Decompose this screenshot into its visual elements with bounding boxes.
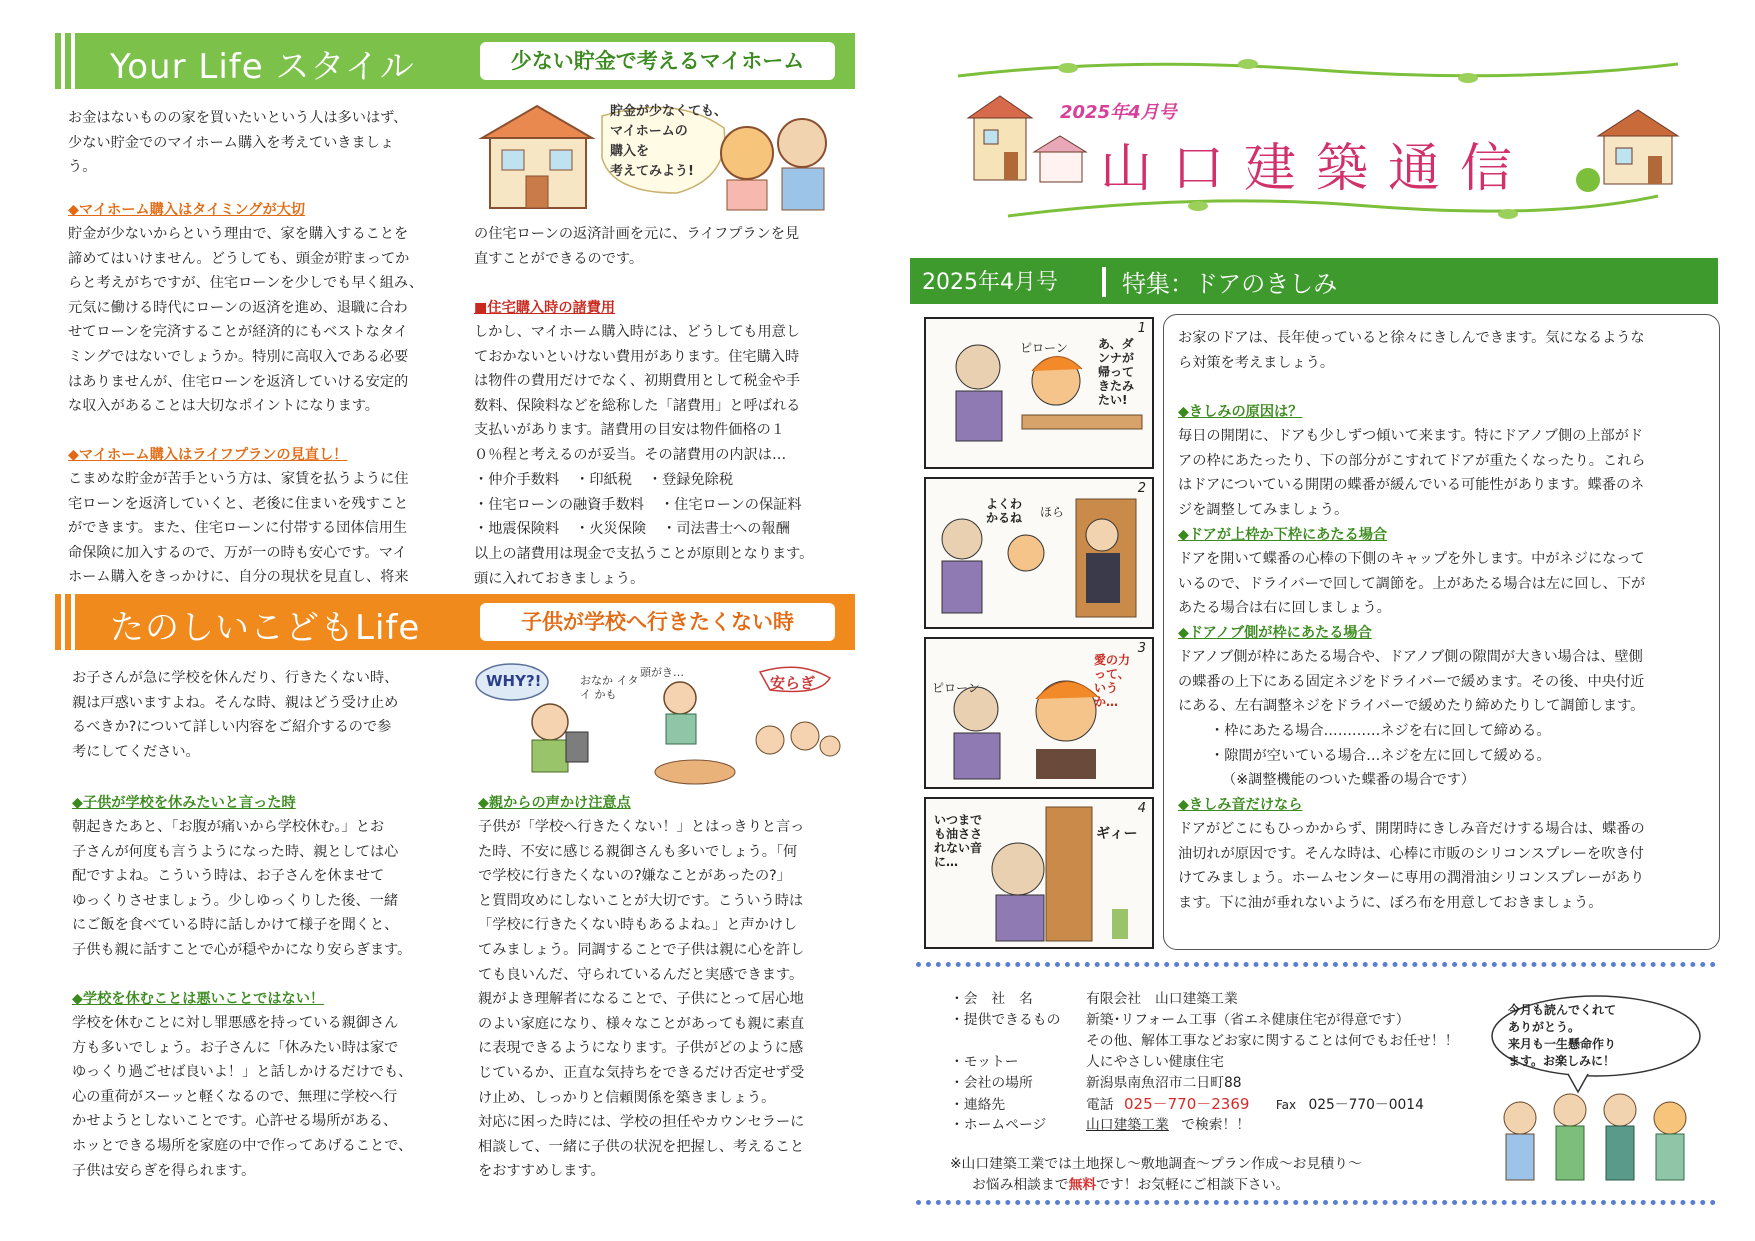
timing-body: 貯金が少ないからという理由で、家を購入することを 諦めてはいけません。どうしても、頭金が貯まってか らと考えがちですが、住宅ローンを少しでも早く組み、 元気に働ける時代にローンの返済を進め、退職に合わ せてローンを完済することが経済的にもベストなタイ ミングではないでしょうか。特別に高収入である必要 はありませんが、住宅ローンを返済していける安定的 な収入があることは大切なポイントになります。 [68, 226, 424, 415]
not-bad-heading: ◆学校を休むことは悪いことではない！ [72, 991, 325, 1007]
child-illustration [470, 660, 850, 790]
timing-heading: ◆マイホーム購入はタイミングが大切 [68, 202, 306, 218]
your-life-subtitle: 少ない貯金で考えるマイホーム [480, 42, 835, 80]
staff-bubble-text: 今月も読んでくれて ありがとう。 来月も一生懸命作り ます。お楽しみに！ [1508, 1003, 1617, 1068]
fee-item: ・住宅ローンの保証料 [659, 496, 802, 513]
lifeplan-heading: ◆マイホーム購入はライフプランの見直し！ [68, 447, 348, 463]
knob-list [1210, 719, 1710, 793]
panel-3-sfx: ピローン [932, 681, 980, 695]
phone-label: 電話 [1086, 1097, 1114, 1113]
top-bottom-body: ドアを開いて蝶番の心棒の下側のキャップを外します。中がネジになって いるので、ドライバーで回して調節を。上があたる場合は左に回し、下が あたる場合は右に回しましょう。 [1178, 551, 1646, 617]
your-life-title: Your Life スタイル [110, 47, 415, 87]
panel-4-speech: いつまでも油さされない音に… [934, 813, 983, 869]
parent-call-body: 子供が「学校へ行きたくない！」とはっきりと言っ た時、不安に感じる親御さんも多いでしょう。「何 で学校に行きたくないの?嫌なことがあったの?」 と質問攻めにしないことが大切です。こういう時は 「学校に行きたくない時もあるよね。」と声かけし てみましょう。同調することで子供は親に心を許し ても良いんだ、守られているんだと実感できます。 親がよき理解者になることで、子供にとって居心地 のよい家庭になり、様々なことがあっても親に素直 に表現できるようになります。子供がどのように感 じているか、正直な気持ちをできるだけ否定せず受 け止め、しっかりと信頼関係を築きましょう。 対応に困った時には、学校の担任やカウンセラーに 相談して、一緒に子供の状況を把握し、考えること をおすすめします。 [478, 819, 805, 1180]
lifeplan-body: こまめな貯金が苦手という方は、家賃を払うように住 宅ローンを返済していくと、老後に住まいを残すこと ができます。また、住宅ローンに付帯する団体信用生 命保険に加入するので、万が一の時も安心です。マイ ホーム購入をきっかけに、自分の現状を見直し、将来 [68, 471, 409, 586]
house-caption: 貯金が少なくても、 マイホームの 購入を 考えてみよう! [610, 104, 728, 179]
staff-illustration [1478, 990, 1714, 1190]
lifeplan-continued: の住宅ローンの返済計画を元に、ライフプランを見 直すことができるのです。 [474, 226, 800, 267]
kodomo-title: たのしいこどもLife [110, 608, 421, 648]
dotted-divider-bottom [916, 1200, 1716, 1205]
info-label: ・ホームページ [950, 1117, 1047, 1133]
free-label: 無料 [1068, 1177, 1097, 1193]
info-value: 新潟県南魚沼市二日町88 [1086, 1075, 1242, 1091]
comic-panel-4 [924, 797, 1154, 949]
motto-row [950, 1052, 1224, 1073]
offer-row [950, 1010, 1410, 1031]
masthead-title: 山口建築通信 [1100, 139, 1533, 199]
fee-item: ・登録免除税 [647, 472, 734, 488]
stomach-word: おなか イタイ かも [580, 674, 639, 701]
info-label: ・連絡先 [950, 1097, 1006, 1113]
info-label: ・モットー [950, 1054, 1019, 1070]
rest-body: 朝起きたあと、「お腹が痛いから学校休む。」とお 子さんが何度も言うようになった時、親としては心 配ですよね。こういう時は、お子さんを休ませて ゆっくりさせましょう。少しゆっくりした後、一緒 にご飯を食べている時に話しかけて様子を聞くと、 子供も親に話すことで心が穏やかになり安らぎます。 [72, 819, 412, 958]
note-line-1: ※山口建築工業では土地探し～敷地調査～プラン作成～お見積り～ [950, 1156, 1362, 1172]
peace-word: 安らぎ [770, 674, 816, 692]
fees-heading: ■住宅購入時の諸費用 [474, 300, 616, 316]
panel-1-speech: あ、ダンナが帰ってきたみたい! [1098, 337, 1135, 407]
comic-panel-1 [924, 317, 1154, 469]
house-couple-illustration [462, 98, 840, 216]
info-label: ・会 社 名 [950, 991, 1033, 1007]
panel-2-speech: よくわかるね [986, 497, 1023, 525]
feature-bar [910, 258, 1718, 304]
rest-heading: ◆子供が学校を休みたいと言った時 [72, 795, 296, 811]
fee-item: ・火災保険 [575, 521, 647, 538]
panel-number: 2 [1137, 481, 1146, 496]
fee-item: ・仲介手数料 [474, 472, 560, 488]
panel-2-sfx: ほら [1040, 505, 1065, 519]
head-word: 頭がき… [640, 666, 684, 679]
info-label: ・会社の場所 [950, 1075, 1033, 1091]
feature-intro: お家のドアは、長年使っていると徐々にきしんできます。気になるような ら対策を考えましょう。 [1178, 330, 1645, 371]
fees-footer: 以上の諸費用は現金で支払うことが原則となります。 頭に入れておきましょう。 [474, 546, 814, 587]
info-value: 人にやさしい健康住宅 [1086, 1054, 1224, 1070]
fees-list [474, 468, 854, 542]
your-life-intro: お金はないものの家を買いたいという人は多いはず、 少ない貯金でのマイホーム購入を考えていきましょ う。 [68, 110, 408, 176]
panel-number: 3 [1137, 641, 1146, 656]
masthead-issue: 2025年4月号 [1060, 102, 1177, 123]
not-bad-body: 学校を休むことに対し罪悪感を持っている親御さん 方も多いでしょう。お子さんに「休みたい時は家で ゆっくり過ごせば良いよ！」と話しかけるだけでも、 心の重荷がスーッと軽くなるので、無理に学校へ行 かせようとしないことです。心許せる場所がある、 ホッとできる場所を家庭の中で作ってあげることで、 子供は安らぎを得られます。 [72, 1015, 413, 1179]
note-line-2a: お悩み相談まで [972, 1177, 1069, 1193]
feature-issue: 2025年4月号 [922, 270, 1058, 295]
why-word: WHY?! [486, 672, 542, 690]
fax-number: 025－770－0014 [1308, 1097, 1424, 1113]
info-value: 新築･リフォーム工事（省エネ健康住宅が得意です） [1086, 1012, 1410, 1028]
masthead [948, 56, 1688, 226]
cause-body: 毎日の開閉に、ドアも少しずつ傾いて来ます。特にドアノブ側の上部がド アの枠にあたったり、下の部分がこすれてドアが重たくなったり。これら はドアについている開閉の蝶番が緩んでいる可能性があります。蝶番のネ ジを調整してみましょう。 [1178, 428, 1646, 518]
knob-list-item: （※調整機能のついた蝶番の場合です） [1222, 772, 1476, 789]
cause-heading: ◆きしみの原因は？ [1178, 404, 1303, 420]
homepage-suffix: で検索！！ [1181, 1117, 1251, 1133]
knob-heading: ◆ドアノブ側が枠にあたる場合 [1178, 625, 1372, 641]
your-life-banner [55, 33, 855, 89]
knob-body: ドアノブ側が枠にあたる場合や、ドアノブ側の隙間が大きい場合は、壁側 の蝶番の上下にある固定ネジをドライバーで緩めます。その後、中央付近 にある、左右調整ネジをドライバーで緩めたり締めたりして調節します。 [1178, 649, 1645, 715]
info-value: 有限会社 山口建築工業 [1086, 991, 1238, 1007]
fee-item: ・住宅ローンの融資手数料 [474, 496, 644, 513]
location-row [950, 1073, 1242, 1094]
comic-panel-2 [924, 477, 1154, 629]
panel-number: 1 [1137, 321, 1146, 336]
dotted-divider-top [916, 962, 1716, 967]
info-value: その他、解体工事などお家に関することは何でもお任せ！！ [1086, 1033, 1459, 1049]
kodomo-intro: お子さんが急に学校を休んだり、行きたくない時、 親は戸惑いますよね。そんな時、親はどう受け止め るべきか?について詳しい内容をご紹介するので参 考にしてください。 [72, 670, 399, 760]
company-name-row [950, 989, 1238, 1010]
homepage-link[interactable]: 山口建築工業 [1086, 1117, 1169, 1133]
fax-label: Fax [1275, 1098, 1297, 1112]
top-bottom-heading: ◆ドアが上枠か下枠にあたる場合 [1178, 527, 1388, 543]
feature-title: 特集：ドアのきしみ [1122, 270, 1338, 298]
offer-row-2 [950, 1031, 1459, 1052]
fee-item: ・地震保険料 [474, 521, 560, 538]
fee-item: ・印紙税 [575, 472, 632, 488]
kodomo-subtitle: 子供が学校へ行きたくない時 [480, 603, 835, 641]
feature-divider [1102, 267, 1106, 297]
knob-list-item: ・隙間が空いている場合…ネジを左に回して緩める。 [1210, 747, 1551, 764]
knob-list-item: ・枠にあたる場合…………ネジを右に回して締める。 [1210, 723, 1551, 739]
fee-item: ・司法書士への報酬 [662, 521, 790, 538]
squeak-body: ドアがどこにもひっかからず、開閉時にきしみ音だけする場合は、蝶番の 油切れが原因です。そんな時は、心棒に市販のシリコンスプレーを吹き付 けてみましょう。ホームセンターに専用の潤滑油シリコンスプレーがあり ます。下に油が垂れないように、ぼろ布を用意しておきましょう。 [1178, 821, 1645, 911]
note-line-2b: です！お気軽にご相談下さい。 [1096, 1177, 1290, 1193]
service-note [950, 1154, 1470, 1196]
fees-body: しかし、マイホーム購入時には、どうしても用意し ておかないといけない費用があります。住宅購入時 は物件の費用だけでなく、初期費用として税金や手 数料、保険料などを総称した「諸費用」と呼ばれる 支払いがあります。諸費用の目安は物件価格の１ ０％程と考えるのが妥当。その諸費用の内訳は… [474, 324, 801, 463]
note-line-2 [950, 1175, 1470, 1196]
comic-panel-3 [924, 637, 1154, 789]
panel-number: 4 [1137, 801, 1146, 816]
homepage-row [950, 1115, 1250, 1136]
info-label: ・提供できるもの [950, 1012, 1061, 1028]
kodomo-banner [55, 594, 855, 650]
contact-row [950, 1094, 1424, 1116]
parent-call-heading: ◆親からの声かけ注意点 [478, 795, 631, 811]
panel-3-speech: 愛の力って、いうか… [1094, 653, 1131, 709]
panel-4-sfx: ギィー [1096, 826, 1138, 842]
panel-1-sfx: ピローン [1020, 341, 1068, 355]
phone-number[interactable]: 025－770－2369 [1123, 1095, 1250, 1113]
squeak-heading: ◆きしみ音だけなら [1178, 797, 1303, 813]
